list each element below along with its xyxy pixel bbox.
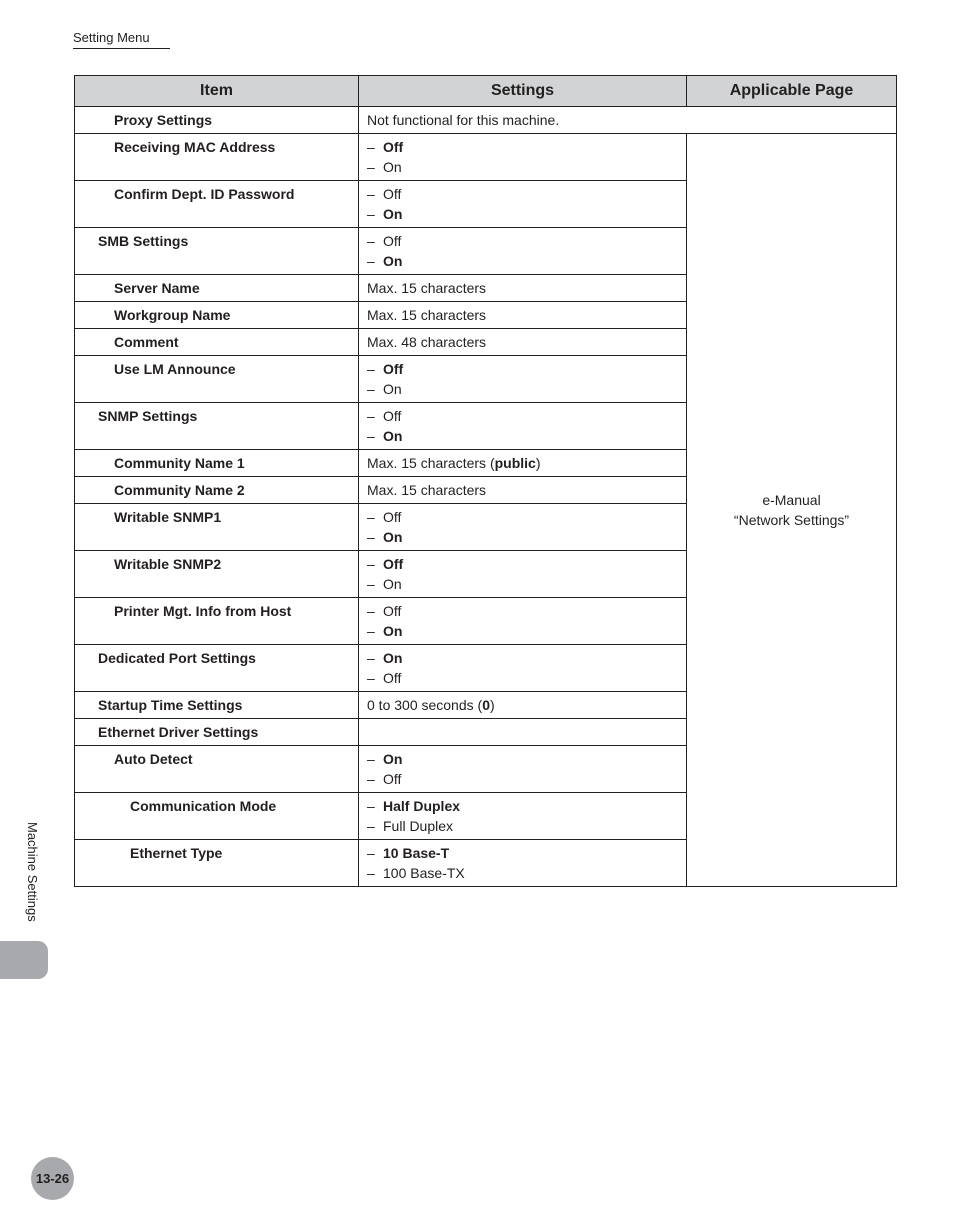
settings-cell [359,329,687,356]
option: Off [383,509,402,525]
option-line: – On [367,428,403,444]
item-cell: SMB Settings [75,228,359,275]
option: Off [383,233,402,249]
option-line: – Off [367,556,404,572]
item-cell: Startup Time Settings [75,692,359,719]
item-cell: Communication Mode [75,793,359,840]
applicable-page-cell [687,134,897,887]
item-cell: Community Name 2 [75,477,359,504]
option-line: – On [367,576,402,592]
option: Off [383,771,402,787]
item-cell: Server Name [75,275,359,302]
settings-cell [359,746,687,793]
option-line: – Full Duplex [367,818,454,834]
option-line: – On [367,623,403,639]
option: 100 Base-TX [383,865,465,881]
option-line: – Off [367,670,402,686]
option-line: – On [367,206,403,222]
settings-cell [359,403,687,450]
item-cell: Receiving MAC Address [75,134,359,181]
settings-cell [359,134,687,181]
option: Off [383,186,402,202]
settings-cell [359,840,687,887]
default-option: Off [383,556,404,572]
option: On [383,576,402,592]
settings-cell [359,450,687,477]
item-cell: Ethernet Type [75,840,359,887]
option-line: – On [367,381,402,397]
settings-cell [359,477,687,504]
settings-cell [359,181,687,228]
option-line: – On [367,253,403,269]
default-option: Off [383,361,404,377]
side-tab [0,941,48,979]
option-line: – Off [367,771,402,787]
item-cell: Dedicated Port Settings [75,645,359,692]
option-line: – On [367,650,403,666]
settings-text: Max. 15 characters [367,307,487,323]
default-value: 0 [482,697,490,713]
settings-cell [359,504,687,551]
option-line: – On [367,751,403,767]
settings-text: ) [489,697,495,713]
option: On [383,381,402,397]
default-option: On [383,253,403,269]
table-row [75,134,897,181]
page-number: 13-26 [31,1157,74,1200]
item-cell: Proxy Settings [75,107,359,134]
item-cell: Ethernet Driver Settings [75,719,359,746]
item-cell: Comment [75,329,359,356]
settings-text: 0 to 300 seconds ( [367,697,483,713]
item-cell: Community Name 1 [75,450,359,477]
default-option: On [383,529,403,545]
option-line: – Off [367,361,404,377]
applicable-page-text: “Network Settings” [733,512,850,528]
default-option: 10 Base-T [383,845,450,861]
option: Full Duplex [383,818,454,834]
default-value: public [494,455,536,471]
applicable-page-text: e-Manual [762,492,821,508]
default-option: On [383,650,403,666]
option-line: – Off [367,233,402,249]
option: Off [383,408,402,424]
item-cell: Auto Detect [75,746,359,793]
item-cell: SNMP Settings [75,403,359,450]
option-line: – On [367,159,402,175]
default-option: On [383,206,403,222]
settings-cell [359,551,687,598]
settings-table [74,75,897,887]
header-applicable-page: Applicable Page [687,76,897,107]
option-line: – Off [367,408,402,424]
default-option: On [383,751,403,767]
settings-text: Max. 48 characters [367,334,487,350]
item-cell: Use LM Announce [75,356,359,403]
option-line: – On [367,529,403,545]
table-body [75,107,897,887]
option: Off [383,670,402,686]
item-cell: Workgroup Name [75,302,359,329]
option-line: – Off [367,186,402,202]
option-line: – 10 Base-T [367,845,450,861]
settings-text: Max. 15 characters [367,280,487,296]
option-line: – Off [367,139,404,155]
item-cell: Printer Mgt. Info from Host [75,598,359,645]
settings-text: Max. 15 characters [367,482,487,498]
table-row [75,107,897,134]
item-cell: Writable SNMP2 [75,551,359,598]
settings-cell [359,692,687,719]
item-cell: Confirm Dept. ID Password [75,181,359,228]
header-settings: Settings [359,76,687,107]
option: On [383,159,402,175]
running-head: Setting Menu [73,30,170,49]
default-option: On [383,428,403,444]
settings-cell [359,598,687,645]
option-line: – Off [367,509,402,525]
option-line: – Off [367,603,402,619]
default-option: On [383,623,403,639]
item-cell: Writable SNMP1 [75,504,359,551]
settings-cell [359,275,687,302]
settings-cell [359,793,687,840]
settings-cell [359,719,687,746]
table-header-row [75,76,897,107]
option: Off [383,603,402,619]
settings-text: ) [535,455,541,471]
settings-cell [359,302,687,329]
settings-cell [359,228,687,275]
header-item: Item [75,76,359,107]
default-option: Half Duplex [383,798,461,814]
option-line: – 100 Base-TX [367,865,465,881]
settings-text: Max. 15 characters ( [367,455,495,471]
option-line: – Half Duplex [367,798,461,814]
settings-cell [359,356,687,403]
settings-cell: Not functional for this machine. [359,107,897,134]
side-tab-label: Machine Settings [25,822,40,922]
settings-cell [359,645,687,692]
default-option: Off [383,139,404,155]
